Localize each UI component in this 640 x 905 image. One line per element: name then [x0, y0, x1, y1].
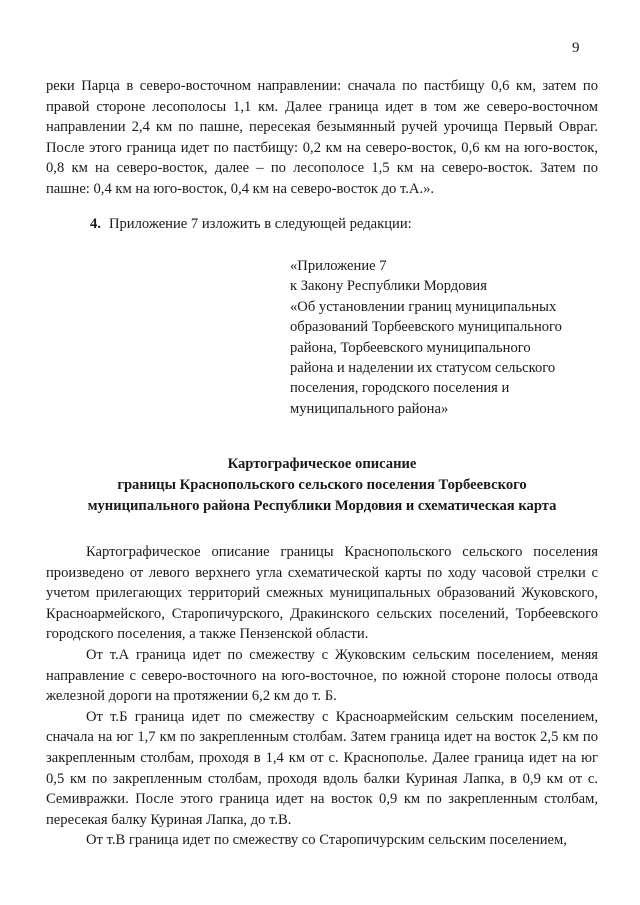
- appendix-line: к Закону Республики Мордовия: [290, 278, 487, 295]
- appendix-line: муниципального района»: [290, 400, 449, 417]
- page-number: 9: [572, 40, 580, 56]
- appendix-line: «Приложение 7: [290, 258, 387, 274]
- continuation-paragraph: реки Парца в северо-восточном направлении: сначала по пастбищу 0,6 км, затем по правой стороне лесополосы 1,1 км. Далее граница идет в том же северо-восточном направлении 2,4 км по пашне, пересекая безымянный ручей урочища Первый Овраг. После этого граница идет по пастбищу: 0,2 км на северо-восток, 0,6 км на юго-восток, 0,8 км на северо-восток, далее – по лесополосе 1,5 км на северо-восток. Затем по пашне: 0,4 км на юго-восток, 0,4 км на северо-восток до т.А.».: [46, 78, 598, 197]
- body-paragraph: От т.Б граница идет по смежеству с Красноармейским сельским поселением, сначала на юг 1,7 км по закрепленным столбам. Затем граница идет на восток 2,5 км по закрепленным столбам, проходя в 1,4 км от с. Краснополье. Далее граница идет на юг 0,5 км по закрепленным столбам, проходя вдоль балки Куриная Лапка, в 0,9 км от с. Семивражки. После этого граница идет на восток 0,9 км по закрепленным столбам, пересекая балку Куриная Лапка, до т.В.: [46, 708, 598, 828]
- appendix-line: образований Торбеевского муниципального: [290, 319, 562, 336]
- section-heading: [46, 454, 598, 517]
- appendix-line: поселения, городского поселения и: [290, 380, 510, 397]
- appendix-line: района, Торбеевского муниципального: [290, 339, 531, 356]
- body-paragraph: Картографическое описание границы Краснопольского сельского поселения произведено от левого верхнего угла схематической карты по ходу часовой стрелки с учетом прилегающих территорий смежных муниципальных образований Жуковского, Красноармейского, Старопичурского, Дракинского сельских поселений, Торбеевского городского поселения, а также Пензенской области.: [46, 544, 598, 643]
- appendix-header: [290, 256, 590, 419]
- heading-line: границы Краснопольского сельского поселения Торбеевского: [117, 477, 527, 493]
- amendment-item-4: [90, 216, 590, 233]
- item-text: Приложение 7 изложить в следующей редакции:: [108, 216, 412, 232]
- heading-line: муниципального района Республики Мордовия и схематическая карта: [87, 498, 557, 514]
- heading-line: Картографическое описание: [227, 456, 417, 472]
- body-paragraph: От т.А граница идет по смежеству с Жуковским сельским поселением, меняя направление с северо-восточного на юго-восточное, по южной стороне полосы отвода железной дороги на протяжении 6,2 км до т. Б.: [46, 646, 598, 705]
- appendix-line: «Об установлении границ муниципальных: [290, 298, 557, 315]
- description-body: [46, 542, 598, 851]
- item-number: 4.: [90, 216, 101, 232]
- body-paragraph: От т.В граница идет по смежеству со Старопичурским сельским поселением,: [86, 832, 567, 849]
- appendix-line: района и наделении их статусом сельского: [290, 360, 556, 377]
